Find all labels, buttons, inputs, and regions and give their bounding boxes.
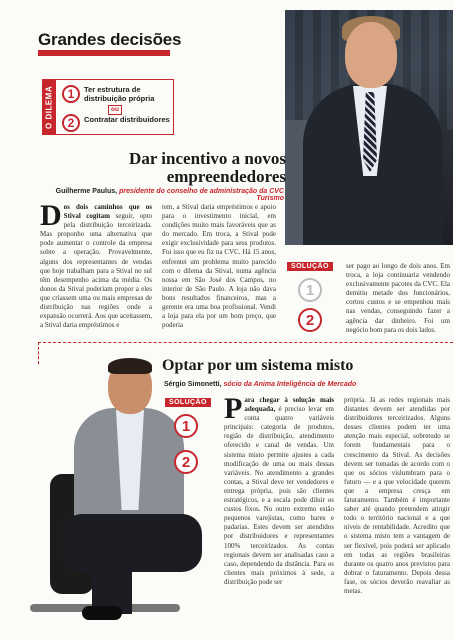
section-title: Grandes decisões [38, 30, 182, 49]
dilemma-option-2-text: Contratar distribuidores [84, 115, 170, 124]
dilemma-option-1-number: 1 [62, 85, 80, 103]
solution-1-option-2: 2 [298, 308, 322, 332]
face [345, 22, 397, 88]
article-2-author: Sérgio Simonetti, [164, 381, 222, 388]
legs [92, 554, 132, 614]
dilemma-option-1-text: Ter estrutura de distribuição própria [84, 85, 155, 103]
trousers [62, 514, 202, 572]
article-1-headline: Dar incentivo a novos empreendedores [129, 149, 286, 186]
solution-2-option-2: 2 [174, 450, 198, 474]
article-2-column-2: própria. Já as redes regionais mais distantes devem ser atendidas por distribuidores terceirizados. Alguns desses clientes podem ter uma atenção mais especial, sobretudo se forem fundamentais para o crescimento da Stival. As decisões devem ser tomadas de acordo com o que os sócios vislumbram para o futuro — e a que velocidade querem que a empresa cresça em faturamento. Também é importante saber até quando pretendem atingir todo o território nacional e a que níveis de rentabilidade. Acredito que o sistema misto tem a vantagem de ser flexível, pois poderá ser aplicado em todas as regiões brasileiras durante os quatro anos previstos para dobrar o faturamento. Depois dessa fase, os sócios deverão reavaliar as metas. [344, 396, 450, 595]
article-2-headline: Optar por um sistema misto [162, 357, 354, 374]
article-2-column-1 [224, 396, 334, 634]
photo-guilherme-paulus [285, 10, 453, 245]
shoe [82, 606, 122, 620]
dilemma-option-2-number: 2 [62, 114, 80, 132]
article-1-author: Guilherme Paulus, [55, 188, 118, 195]
article-1-lead: os dois caminhos que os Stival cogitam [63, 203, 152, 221]
article-2-lead: ara chegar à solução mais adequada, [244, 396, 334, 414]
article-2-dropcap: P [224, 396, 243, 425]
dilemma-tab: O DILEMA [42, 79, 56, 135]
solution-1-option-1: 1 [298, 278, 322, 302]
article-2-column-1-text: é preciso levar em conta quatro variáveis principais: categoria de produtos, região de distribuição, atendimento oferecido e canal de vendas. Um sistema misto permite ajustes a cada modificação de uma ou mais dessas variáveis. No atendimento a grandes contas, a Stival deve ter vendedores e entrega própria, pois são clientes estratégicos, e a escala pode diluir os custos fixos. No outro extremo estão pequenos varejistas, como bares e padarias. Estes devem ser atendidos por distribuidores e representantes 100% terceirizados. As contas regionais devem ser analisadas caso a caso, dependendo da distância. Para os clientes mais próximos à sede, a distribuição pode ser [224, 405, 334, 586]
article-1-author-role: presidente do conselho de administração da CVC Turismo [119, 188, 284, 202]
solution-1-badge: SOLUÇÃO [287, 262, 333, 271]
section-rule [38, 50, 170, 56]
article-1-column-1-text: seguir, opto pela distribuição terceirizada. Mas proponho uma alternativa que pode aumentar o controle da empresa sobre a operação. Provavelmente, alguns dos representantes de vendas que hoje trabalham para a Stival no sul têm desempenho acima da média. Os donos da Stival poderiam propor a eles que criassem uma ou mais empresas de distribuição nas regiões onde a expansão ocorrerá. Aos que aceitassem, a Stival daria empréstimos e [40, 212, 152, 330]
article-1-column-1 [40, 203, 152, 333]
article-1-column-3: ser pago ao longo de dois anos. Em troca, a loja continuaria vendendo exclusivamente pacotes da CVC. Ela demitiu metade dos funcionários, cortou custos e se empenhou mais nas vendas, conseguindo fazer a agência dar dinheiro. Foi um negócio bom para os dois lados. [346, 262, 450, 334]
section-divider [38, 342, 453, 343]
solution-2-badge: SOLUÇÃO [165, 398, 211, 407]
article-1-dropcap: D [40, 203, 62, 232]
article-1-column-2: tem, a Stival daria empréstimos e apoio para o investimento inicial, em condições muito mais favoráveis que as do mercado. Em troca, a Stival pode exigir exclusividade para seus produtos. Foi isso que eu fiz na CVC. Há 15 anos, enfrentei um problema muito parecido com o dilema da Stival, numa agência nossa em São José dos Campos, no interior de São Paulo. A loja não dava bons resultados financeiros, mas a gerente era uma boa profissional. Vendi a loja para ela por um bom preço, que poderia [162, 203, 276, 330]
photo-sergio-simonetti [22, 354, 212, 630]
hair [108, 358, 152, 374]
article-2-author-role: sócio da Anima Inteligência de Mercado [223, 381, 357, 388]
dilemma-or-label: ou [108, 105, 122, 115]
solution-2-option-1: 1 [174, 414, 198, 438]
article-1-byline [44, 188, 284, 202]
article-2-byline [164, 381, 414, 388]
